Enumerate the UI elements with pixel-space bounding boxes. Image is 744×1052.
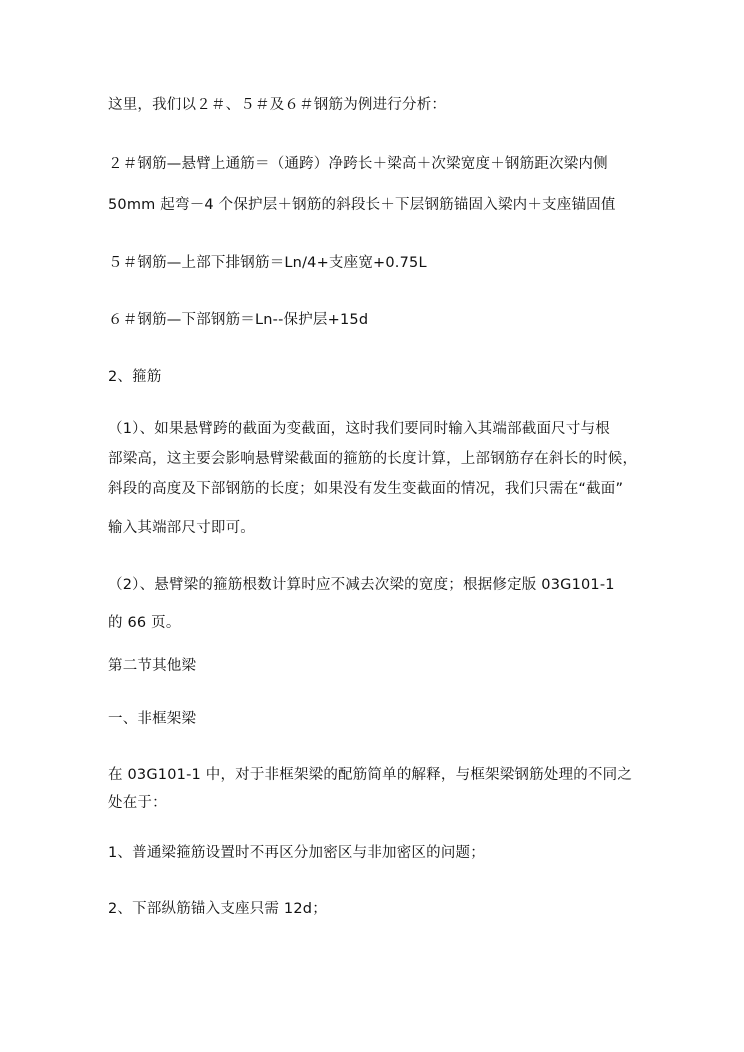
text-line-16: 处在于： bbox=[108, 795, 167, 811]
text-line-2: ２＃钢筋—悬臂上通筋＝（通跨）净跨长＋梁高＋次梁宽度＋钢筋距次梁内侧 bbox=[108, 156, 608, 172]
text-line-1: 这里，我们以２＃、５＃及６＃钢筋为例进行分析： bbox=[108, 97, 447, 113]
section-heading-non-frame-beam: 一、非框架梁 bbox=[108, 711, 197, 727]
text-line-4: ５＃钢筋—上部下排钢筋＝Ln/4+支座宽+0.75L bbox=[108, 255, 427, 271]
text-line-9: 斜段的高度及下部钢筋的长度；如果没有发生变截面的情况，我们只需在“截面” bbox=[108, 481, 624, 497]
text-line-12: 的 66 页。 bbox=[108, 615, 181, 631]
text-line-18: 2、下部纵筋锚入支座只需 12d； bbox=[108, 901, 327, 917]
section-heading-stirrups: 2、箍筋 bbox=[108, 369, 162, 385]
text-line-5: ６＃钢筋—下部钢筋＝Ln--保护层+15d bbox=[108, 312, 369, 328]
text-line-17: 1、普通梁箍筋设置时不再区分加密区与非加密区的问题； bbox=[108, 845, 485, 861]
text-line-15: 在 03G101-1 中，对于非框架梁的配筋简单的解释，与框架梁钢筋处理的不同之 bbox=[108, 767, 633, 783]
text-line-8: 部梁高，这主要会影响悬臂梁截面的箍筋的长度计算，上部钢筋存在斜长的时候， bbox=[108, 451, 638, 467]
section-heading-other-beams: 第二节其他梁 bbox=[108, 658, 197, 674]
text-line-7: （1）、如果悬臂跨的截面为变截面，这时我们要同时输入其端部截面尺寸与根 bbox=[108, 421, 610, 437]
text-line-3: 50mm 起弯－4 个保护层＋钢筋的斜段长＋下层钢筋锚固入梁内＋支座锚固值 bbox=[108, 197, 616, 213]
text-line-11: （2）、悬臂梁的箍筋根数计算时应不减去次梁的宽度；根据修定版 03G101-1 bbox=[108, 577, 615, 593]
text-line-10: 输入其端部尺寸即可。 bbox=[108, 520, 255, 536]
